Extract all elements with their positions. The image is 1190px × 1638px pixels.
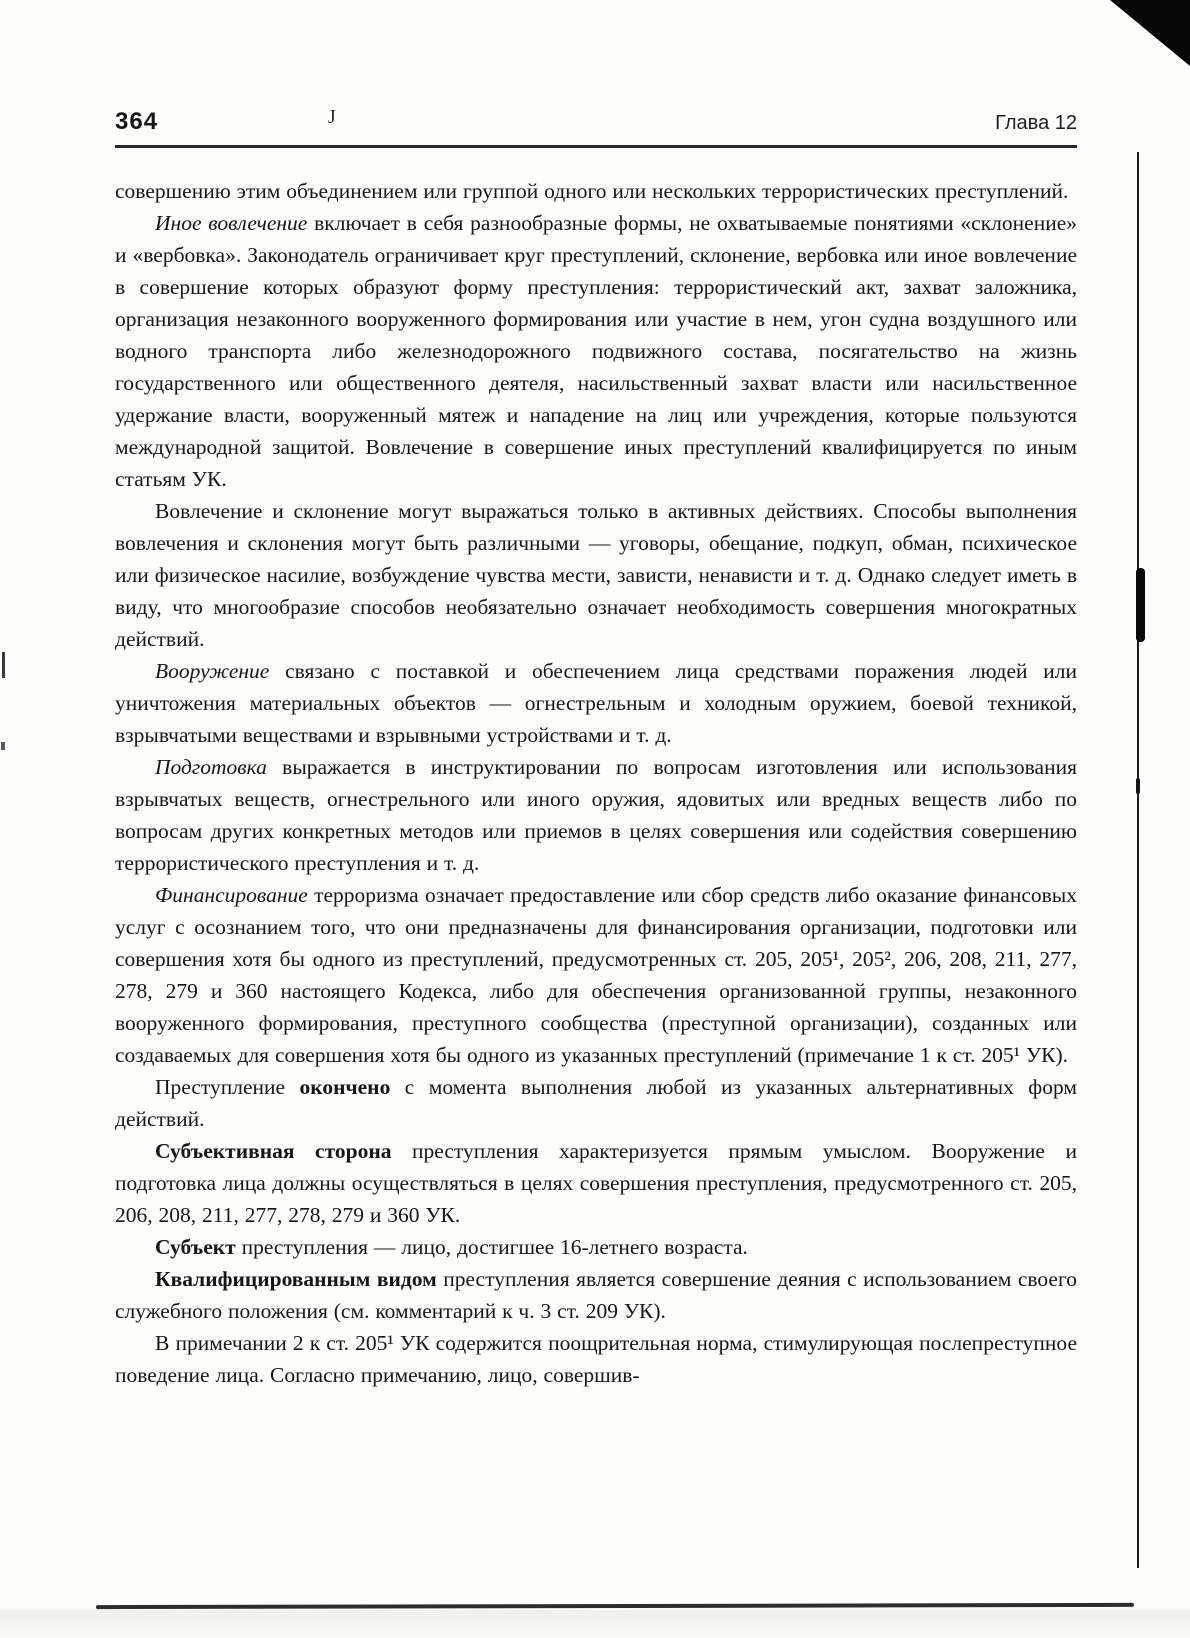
text-block [115,175,1077,1391]
text-segment: Вовлечение и склонение могут выражаться только в активных действиях. Способы выполнения вовлечения и склонения могут быть различными — уговоры, обещание, подкуп, обман, психическое или физическое насилие, возбуждение чувства мести, зависти, ненависти и т. д. Однако следует иметь в виду, что многообразие способов необязательно означает необходимость совершения многократных действий. [115,499,1077,651]
edge-tick-artifact [1,742,5,750]
text-segment: Вооружение [155,659,270,683]
text-segment: Финансирование [155,883,308,907]
paragraph [115,1263,1077,1327]
text-segment: окончено [299,1075,391,1099]
text-segment: связано с поставкой и обеспечением лица средствами поражения людей или уничтожения материальных объектов — огнестрельным и холодным оружием, боевой техникой, взрывчатыми веществами и взрывными устройствами и т. д. [115,659,1077,747]
ink-blob-artifact [1136,778,1140,794]
paragraph [115,1135,1077,1231]
text-segment: с момента выполнения любой из указанных альтернативных форм действий. [115,1075,1078,1131]
text-segment: преступления является совершение деяния с использованием своего служебного положения (см. комментарий к ч. 3 ст. 209 УК). [115,1267,1077,1323]
text-segment: Подготовка [155,755,267,779]
paragraph [115,495,1077,655]
text-segment: совершению этим объединением или группой одного или нескольких террористических преступлений. [115,179,1069,203]
text-segment: Преступление [155,1075,300,1099]
header-rule [115,145,1077,148]
paragraph [115,1071,1077,1135]
paragraph [115,207,1077,495]
page-edge-line-artifact [1137,152,1139,1568]
text-segment: Субъект [155,1235,236,1259]
text-segment: Субъективная сторона [155,1139,392,1163]
paragraph [115,879,1077,1071]
chapter-label: Глава 12 [995,112,1077,134]
text-segment: включает в себя разнообразные формы, не охватываемые понятиями «склонение» и «вербовка». Законодатель ограничивает круг преступлений, склонение, вербовка или иное вовлечение в совершение которых образуют форму преступления: террористический акт, захват заложника, организация незаконного вооруженного формирования или участие в нем, угон судна воздушного или водного транспорта либо железнодорожного подвижного состава, посягательство на жизнь государственного или общественного деятеля, насильственный захват власти или насильственное удержание власти, вооруженный мятеж и нападение на лиц или учреждения, которые пользуются международной защитой. Вовлечение в совершение иных преступлений квалифицируется по иным статьям УК. [115,211,1078,491]
text-segment: терроризма означает предоставление или сбор средств либо оказание финансовых услуг с осознанием того, что они предназначены для финансирования организации, подготовки или совершения хотя бы одного из преступлений, предусмотренных ст. 205, 205¹, 205², 206, 208, 211, 277, 278, 279 и 360 настоящего Кодекса, либо для обеспечения организованной группы, незаконного вооруженного формирования, преступного сообщества (преступной организации), созданных или создаваемых для совершения хотя бы одного из указанных преступлений (примечание 1 к ст. 205¹ УК). [115,883,1077,1067]
text-segment: Квалифицированным видом [155,1267,437,1291]
stray-mark-artifact: J [328,106,336,128]
page-number: 364 [115,108,159,135]
text-segment: В примечании 2 к ст. 205¹ УК содержится поощрительная норма, стимулирующая послепреступное поведение лица. Согласно примечанию, лицо, совершив- [115,1331,1077,1387]
text-segment: выражается в инструктировании по вопросам изготовления или использования взрывчатых веществ, огнестрельного или иного оружия, ядовитых или вредных веществ либо по вопросам других конкретных методов или приемов в целях совершения или содействия совершению террористического преступления и т. д. [115,755,1077,875]
paragraph [115,1327,1077,1391]
edge-tick-artifact [2,652,5,678]
paragraph [115,655,1077,751]
text-segment: преступления — лицо, достигшее 16-летнего возраста. [235,1235,748,1259]
paragraph [115,751,1077,879]
text-segment: Иное вовлечение [155,211,308,235]
paragraph [115,175,1077,207]
bottom-scan-shade-artifact [0,1610,1190,1638]
paragraph [115,1231,1077,1263]
ink-blob-artifact [1136,568,1145,642]
text-segment: преступления характеризуется прямым умыслом. Вооружение и подготовка лица должны осуществляться в целях совершения преступления, предусмотренного ст. 205, 206, 208, 211, 277, 278, 279 и 360 УК. [115,1139,1078,1227]
page-header [115,108,1077,136]
